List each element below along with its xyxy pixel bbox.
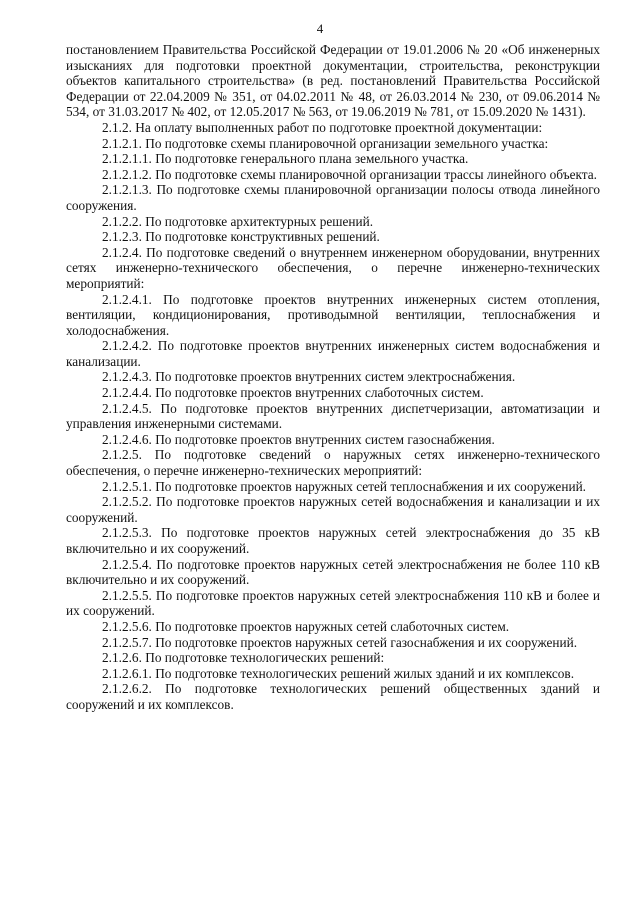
paragraph-2-1-2-5-6: 2.1.2.5.6. По подготовке проектов наружных сетей слаботочных систем. [102, 618, 510, 634]
paragraph-2-1-2: 2.1.2. На оплату выполненных работ по подготовке проектной документации: [102, 119, 543, 135]
paragraph-2-1-2-4-1: 2.1.2.4.1. По подготовке проектов внутренних инженерных систем отопления, вентиляции, кондиционирования, противодымной вентиляции, теплоснабжения и холодоснабжения. [66, 291, 600, 338]
paragraph-2-1-2-6: 2.1.2.6. По подготовке технологических решений: [102, 650, 385, 666]
paragraph-2-1-2-2: 2.1.2.2. По подготовке архитектурных решений. [102, 213, 374, 229]
paragraph-2-1-2-1-3: 2.1.2.1.3. По подготовке схемы планировочной организации полосы отвода линейного сооружения. [66, 182, 600, 213]
paragraph-2-1-2-5: 2.1.2.5. По подготовке сведений о наружных сетях инженерно-технического обеспечения, о перечне инженерно-технических мероприятий: [66, 447, 600, 479]
paragraph-2-1-2-1-2: 2.1.2.1.2. По подготовке схемы планировочной организации трассы линейного объекта. [102, 166, 597, 182]
paragraph-2-1-2-6-2: 2.1.2.6.2. По подготовке технологических решений общественных зданий и сооружений и их комплексов. [66, 681, 600, 712]
paragraph-2-1-2-5-1: 2.1.2.5.1. По подготовке проектов наружных сетей теплоснабжения и их сооружений. [102, 478, 587, 494]
paragraph-2-1-2-5-7: 2.1.2.5.7. По подготовке проектов наружных сетей газоснабжения и их сооружений. [102, 634, 578, 650]
paragraph-2-1-2-4-3: 2.1.2.4.3. По подготовке проектов внутренних систем электроснабжения. [102, 369, 516, 385]
paragraph-intro-continuation: постановлением Правительства Российской Федерации от 19.01.2006 № 20 «Об инженерных изысканиях для подготовки проектной документации, строительства, реконструкции объектов капитального строительства» (в ред. постановлений Правительства Российской Федерации от 22.04.2009 № 351, от 04.02.2011 № 48, от 26.03.2014 № 230, от 09.06.2014 № 534, от 31.03.2017 № 402, от 12.05.2017 № 563, от 19.06.2019 № 781, от 15.09.2020 № 1431). [66, 42, 600, 120]
paragraph-2-1-2-5-2: 2.1.2.5.2. По подготовке проектов наружных сетей водоснабжения и канализации и их сооружений. [66, 494, 600, 525]
paragraph-2-1-2-4: 2.1.2.4. По подготовке сведений о внутреннем инженерном оборудовании, внутренних сетях инженерно-технического обеспечения, о перечне инженерно-технических мероприятий: [66, 244, 600, 291]
paragraph-2-1-2-5-5: 2.1.2.5.5. По подготовке проектов наружных сетей электроснабжения 110 кВ и более и их сооружений. [66, 587, 600, 619]
paragraph-2-1-2-6-1: 2.1.2.6.1. По подготовке технологических решений жилых зданий и их комплексов. [102, 665, 575, 681]
paragraph-2-1-2-5-3: 2.1.2.5.3. По подготовке проектов наружных сетей электроснабжения до 35 кВ включительно и их сооружений. [66, 525, 600, 556]
paragraph-2-1-2-3: 2.1.2.3. По подготовке конструктивных решений. [102, 229, 380, 245]
page-number: 4 [316, 21, 324, 36]
document-body [66, 42, 600, 713]
paragraph-2-1-2-4-2: 2.1.2.4.2. По подготовке проектов внутренних инженерных систем водоснабжения и канализации. [66, 338, 600, 369]
paragraph-2-1-2-4-6: 2.1.2.4.6. По подготовке проектов внутренних систем газоснабжения. [102, 431, 495, 447]
paragraph-2-1-2-4-5: 2.1.2.4.5. По подготовке проектов внутренних диспетчеризации, автоматизации и управления инженерными системами. [66, 400, 600, 432]
paragraph-2-1-2-5-4: 2.1.2.5.4. По подготовке проектов наружных сетей электроснабжения не более 110 кВ включительно и их сооружений. [66, 556, 600, 588]
paragraph-2-1-2-1: 2.1.2.1. По подготовке схемы планировочной организации земельного участка: [102, 135, 549, 151]
paragraph-2-1-2-4-4: 2.1.2.4.4. По подготовке проектов внутренних слаботочных систем. [102, 385, 484, 401]
paragraph-2-1-2-1-1: 2.1.2.1.1. По подготовке генерального плана земельного участка. [102, 151, 469, 167]
